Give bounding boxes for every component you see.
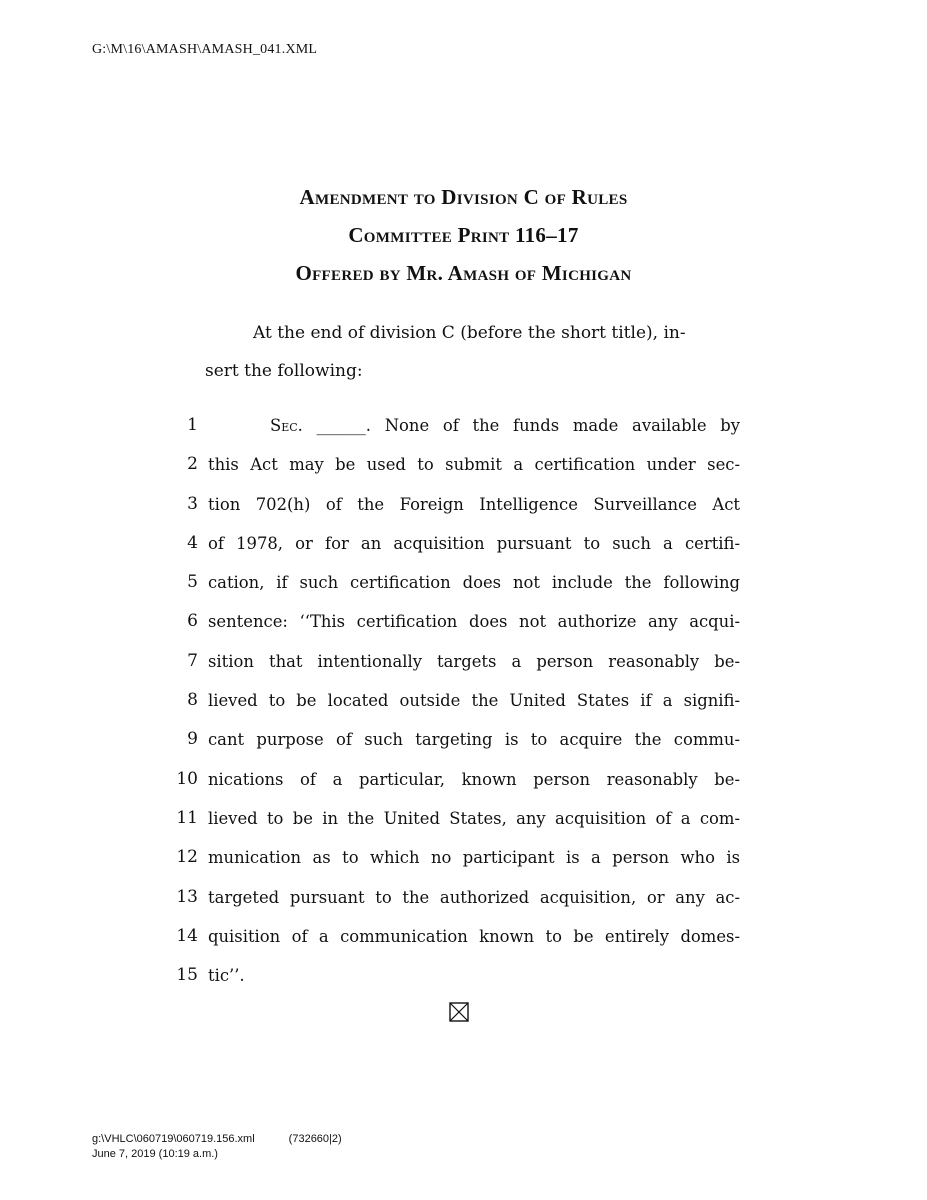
line-text: targeted pursuant to the authorized acquisition, or any ac- [208, 887, 740, 907]
body-line [180, 563, 740, 602]
line-number: 15 [176, 965, 198, 986]
line-text-rest: None of the funds made available by [384, 416, 740, 435]
section-number-blank: ______. [302, 416, 385, 435]
body-line [176, 838, 740, 877]
line-text: tic’’. [208, 966, 245, 986]
amendment-title [0, 178, 927, 292]
body-line [180, 681, 740, 720]
body-line [176, 956, 740, 995]
line-text: of 1978, or for an acquisition pursuant to such a certifi- [208, 533, 740, 553]
body-line [180, 602, 740, 641]
body-line [176, 878, 740, 917]
body-line [180, 485, 740, 524]
intro-instruction [205, 314, 725, 390]
line-text: lieved to be in the United States, any acquisition of a com- [208, 808, 740, 828]
line-number: 14 [176, 925, 198, 946]
line-number: 3 [187, 493, 198, 514]
footer-file: g:\VHLC\060719\060719.156.xml [92, 1133, 255, 1145]
body-line [180, 524, 740, 563]
section-label: Sec. [270, 416, 303, 435]
footer-code: (732660|2) [288, 1133, 342, 1145]
line-text: munication as to which no participant is a person who is [208, 848, 740, 868]
body-line [180, 445, 740, 484]
line-number: 8 [187, 690, 198, 711]
line-number: 12 [176, 847, 198, 868]
intro-line-1: At the end of division C (before the short title), in- [253, 323, 686, 343]
body-line [180, 720, 740, 759]
body-line [176, 799, 740, 838]
line-text: quisition of a communication known to be entirely domes- [208, 926, 740, 946]
amendment-body [176, 406, 740, 995]
body-line [176, 917, 740, 956]
line-text: sition that intentionally targets a person reasonably be- [208, 651, 740, 671]
boxed-x-icon [449, 1002, 469, 1022]
line-text [208, 406, 740, 445]
title-line-2: Committee Print 116–17 [348, 223, 579, 247]
title-line-3: Offered by Mr. Amash of Michigan [295, 261, 632, 285]
line-number: 11 [176, 807, 198, 828]
file-path-header: G:\M\16\AMASH\AMASH_041.XML [92, 42, 318, 57]
line-number: 6 [187, 611, 198, 632]
footer-line-1 [92, 1132, 342, 1147]
line-number: 10 [176, 768, 198, 789]
title-line-1: Amendment to Division C of Rules [299, 185, 628, 209]
body-line [180, 642, 740, 681]
intro-line-2: sert the following: [205, 361, 363, 381]
line-text: cant purpose of such targeting is to acquire the commu- [208, 730, 740, 750]
line-number: 1 [187, 415, 198, 435]
footer-date: June 7, 2019 (10:19 a.m.) [92, 1148, 218, 1160]
line-number: 13 [176, 886, 198, 907]
line-text: lieved to be located outside the United States if a signifi- [208, 691, 740, 711]
body-line [180, 406, 740, 445]
line-text: sentence: ‘‘This certification does not authorize any acqui- [208, 612, 740, 632]
line-text: cation, if such certification does not include the following [208, 573, 740, 593]
line-text: tion 702(h) of the Foreign Intelligence Surveillance Act [208, 494, 740, 514]
line-number: 7 [187, 650, 198, 671]
line-text: this Act may be used to submit a certification under sec- [208, 455, 740, 475]
line-number: 9 [187, 729, 198, 750]
line-number: 4 [187, 532, 198, 553]
line-text: nications of a particular, known person reasonably be- [208, 769, 740, 789]
body-line [176, 760, 740, 799]
line-number: 5 [187, 572, 198, 593]
line-number: 2 [187, 454, 198, 475]
document-footer [92, 1132, 342, 1162]
